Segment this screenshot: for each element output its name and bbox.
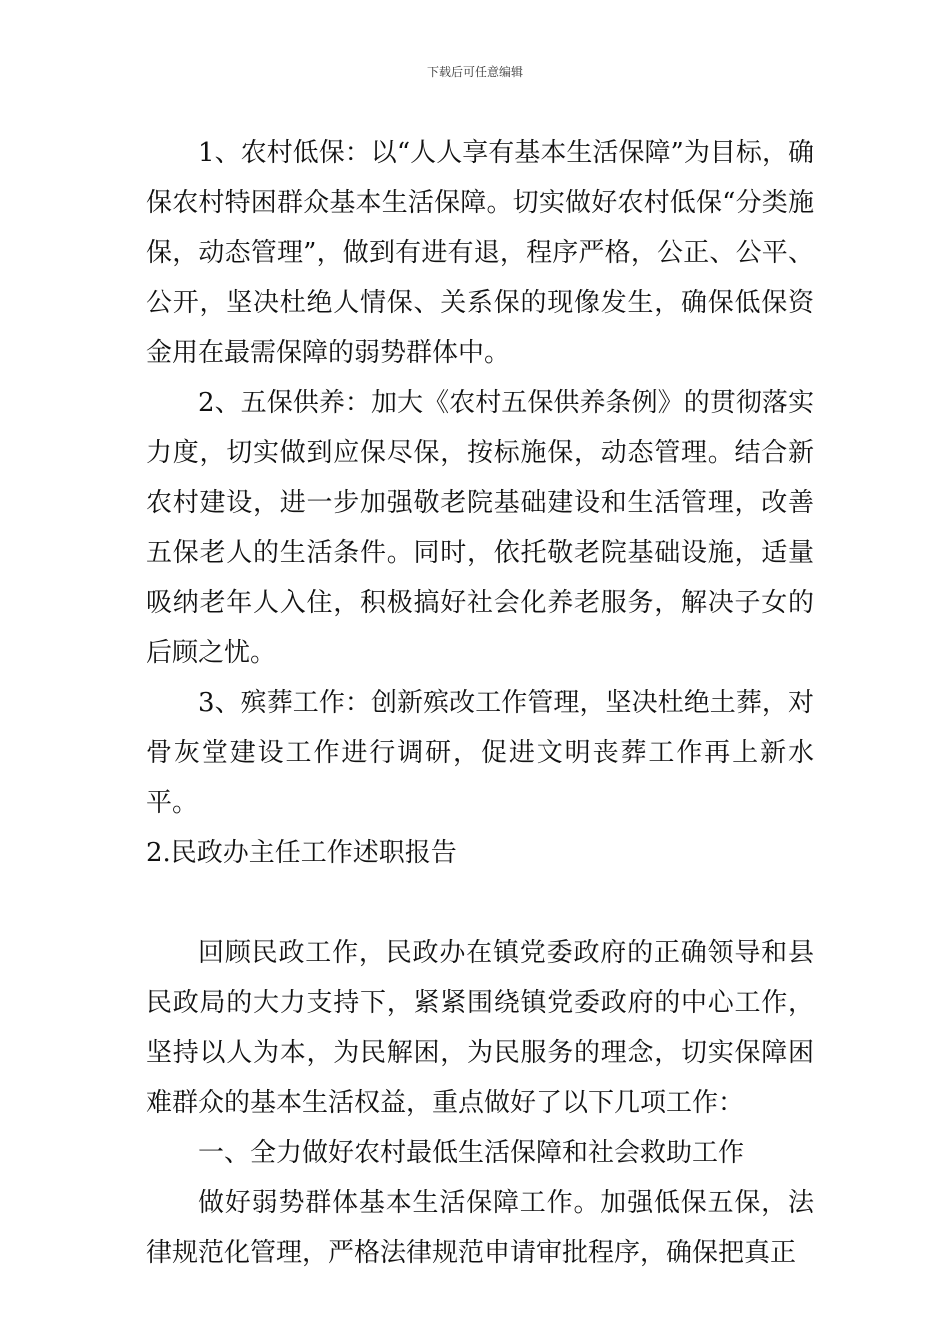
section-title: 2.民政办主任工作述职报告 (146, 838, 457, 868)
page-header: 下载后可任意编辑 (426, 65, 523, 79)
paragraph-rural-minimum-living: 1、农村低保：以“人人享有基本生活保障”为目标，确保农村特困群众基本生活保障。切实做好农村低保“分类施保，动态管理”，做到有进有退，程序严格，公正、公平、公开，坚决杜绝人情保、关系保的现像发生，确保低保资金用在最需保障的弱势群体中。 (146, 138, 814, 368)
blank-line (146, 878, 814, 928)
paragraph-funeral-work: 3、殡葬工作：创新殡改工作管理，坚决杜绝土葬，对骨灰堂建设工作进行调研，促进文明丧葬工作再上新水平。 (146, 688, 814, 818)
subsection-heading: 一、全力做好农村最低生活保障和社会救助工作 (198, 1138, 745, 1168)
paragraph-vulnerable-groups: 做好弱势群体基本生活保障工作。加强低保五保，法律规范化管理，严格法律规范申请审批程序，确保把真正 (146, 1188, 814, 1268)
paragraph-five-guarantees: 2、五保供养：加大《农村五保供养条例》的贯彻落实力度，切实做到应保尽保，按标施保，动态管理。结合新农村建设，进一步加强敬老院基础建设和生活管理，改善五保老人的生活条件。同时，依托敬老院基础设施，适量吸纳老年人入住，积极搞好社会化养老服务，解决子女的后顾之忧。 (146, 388, 814, 668)
document-body (146, 128, 814, 1278)
paragraph-review: 回顾民政工作，民政办在镇党委政府的正确领导和县民政局的大力支持下，紧紧围绕镇党委政府的中心工作，坚持以人为本，为民解困，为民服务的理念，切实保障困难群众的基本生活权益，重点做好了以下几项工作： (146, 938, 814, 1118)
